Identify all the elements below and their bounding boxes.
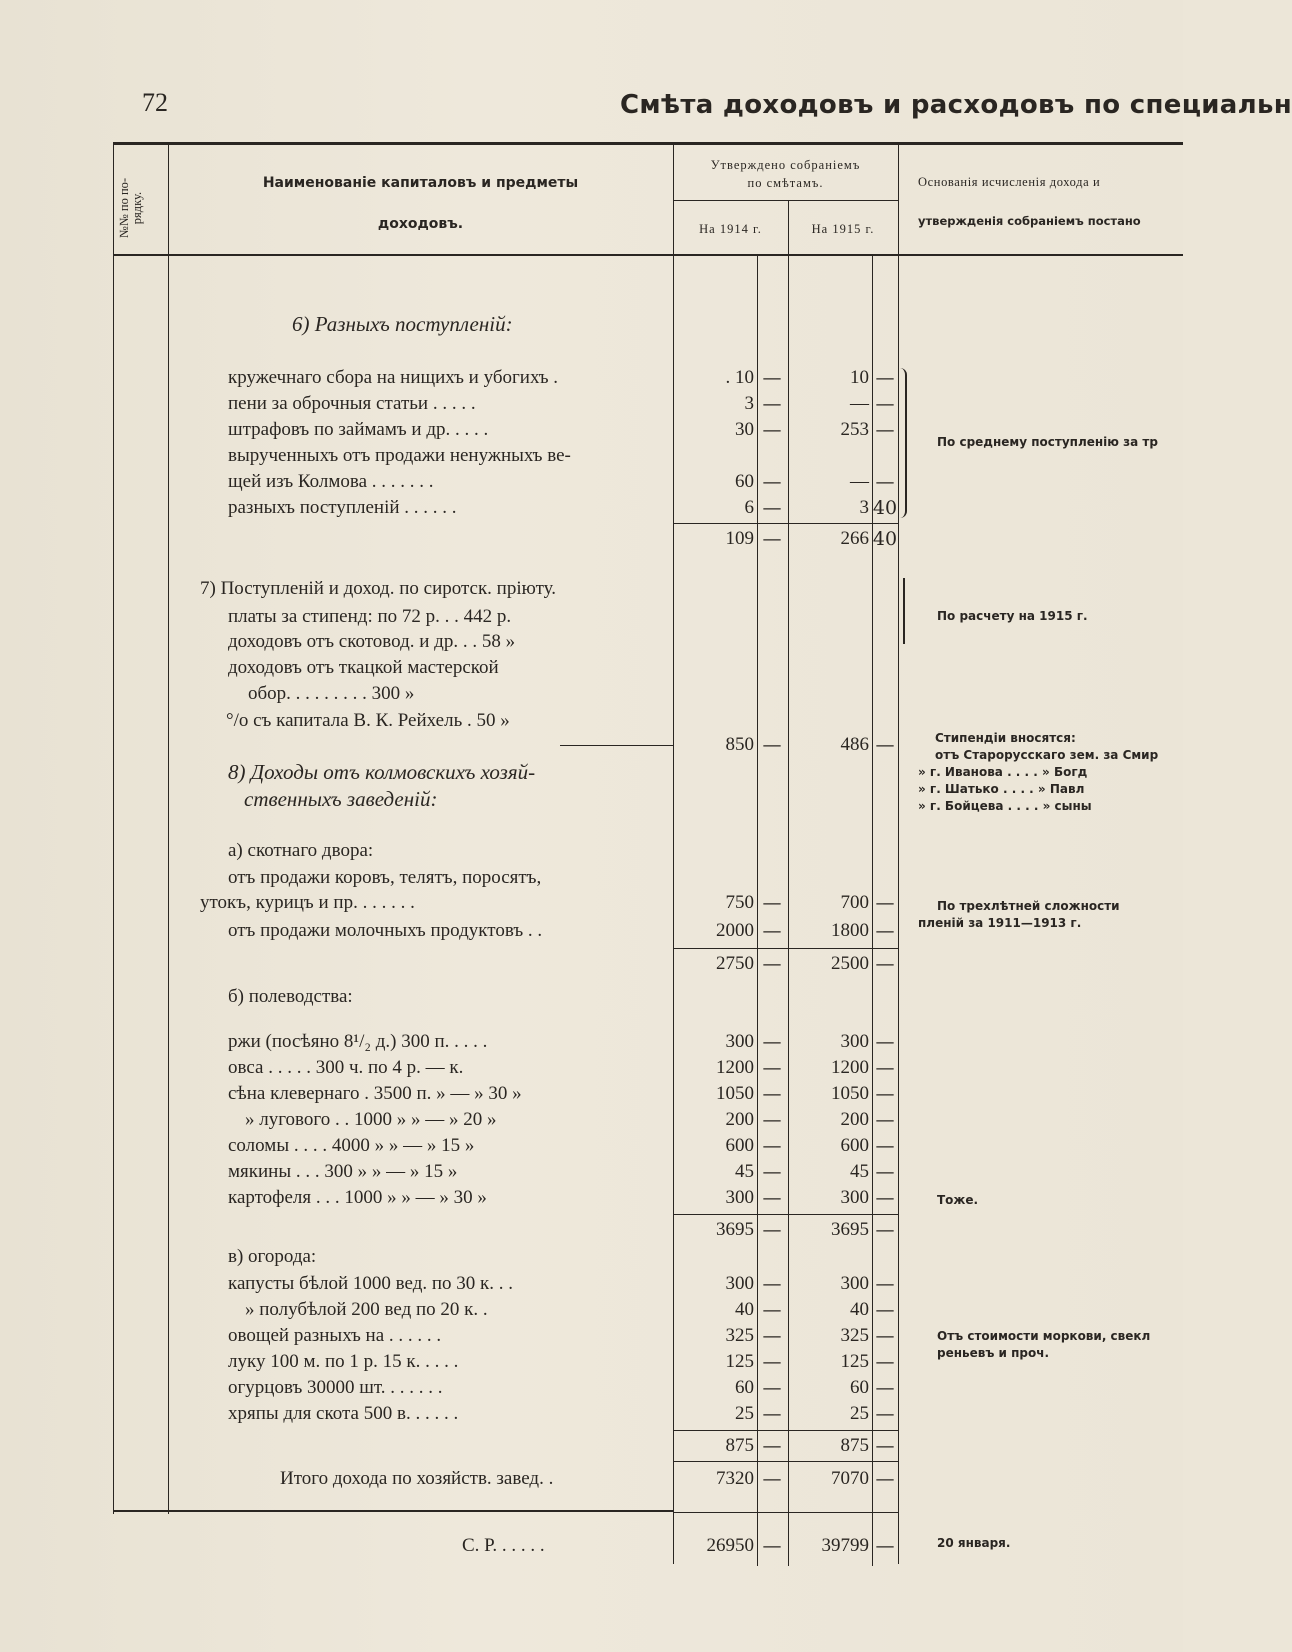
header-col-1915: На 1915 г. bbox=[811, 222, 875, 236]
value-1914: 7320 bbox=[716, 1468, 754, 1489]
total-kop-1915: — bbox=[875, 734, 895, 756]
row-text: отъ продажи молочныхъ продуктовъ . . bbox=[228, 920, 543, 941]
kop-1915: — bbox=[875, 1031, 895, 1053]
header-col-number: №№ по по- рядку. bbox=[117, 177, 144, 239]
header-col-name-line2: доходовъ. bbox=[377, 216, 464, 232]
value-1915: 60 bbox=[850, 1377, 869, 1398]
row-text: штрафовъ по займамъ и др. . . . . bbox=[228, 419, 489, 440]
header-approved-line1: Утверждено собраніемъ bbox=[710, 158, 861, 172]
sum-rule bbox=[673, 1512, 898, 1513]
value-1915: 1050 bbox=[831, 1083, 869, 1104]
value-1915: 1200 bbox=[831, 1057, 869, 1078]
total-1914: 109 bbox=[725, 528, 754, 549]
section-7-line: доходовъ отъ ткацкой мастерской bbox=[228, 657, 499, 678]
kop-1914: — bbox=[762, 1299, 782, 1321]
kop-1914: — bbox=[762, 393, 782, 415]
value-1914: 60 bbox=[735, 1377, 754, 1398]
kop-1914: — bbox=[762, 1535, 782, 1557]
note-c-1: реньевъ и проч. bbox=[937, 1346, 1050, 1360]
kop-1914: — bbox=[762, 1031, 782, 1053]
value-1915: 39799 bbox=[821, 1535, 869, 1556]
header-bottom-rule bbox=[113, 254, 1183, 256]
value-1915: 7070 bbox=[831, 1468, 869, 1489]
total-1915: 266 bbox=[840, 528, 869, 549]
section-6-title: 6) Разныхъ поступленій: bbox=[292, 312, 513, 336]
row-text: мякины . . . 300 » » — » 15 » bbox=[228, 1161, 458, 1182]
value-1915: 125 bbox=[840, 1351, 869, 1372]
kop-1915: — bbox=[875, 1083, 895, 1105]
kop-1914: — bbox=[762, 1403, 782, 1425]
header-subrule bbox=[673, 200, 898, 201]
row-text: луку 100 м. по 1 р. 15 к. . . . . bbox=[228, 1351, 459, 1372]
kop-1914: — bbox=[762, 1135, 782, 1157]
value-1914: 300 bbox=[725, 1031, 754, 1052]
kop-1915: — bbox=[875, 1535, 895, 1557]
note-b: Тоже. bbox=[937, 1193, 979, 1207]
kop-1914: — bbox=[762, 497, 782, 519]
note-stipend-2: » г. Иванова . . . . » Богд bbox=[918, 765, 1088, 779]
value-1914: 3 bbox=[744, 393, 754, 414]
kop-1914: — bbox=[762, 1273, 782, 1295]
row-text: разныхъ поступленій . . . . . . bbox=[228, 497, 457, 518]
kop-1915: — bbox=[875, 1468, 895, 1490]
row-text: Итого дохода по хозяйств. завед. . bbox=[280, 1468, 554, 1489]
value-1915: 25 bbox=[850, 1403, 869, 1424]
sum-rule bbox=[673, 948, 898, 949]
total-1914: 2750 bbox=[716, 953, 754, 974]
value-1914: 600 bbox=[725, 1135, 754, 1156]
value-1915: 10 bbox=[850, 367, 869, 388]
subsection-a-title: а) скотнаго двора: bbox=[228, 840, 374, 861]
kop-1914: — bbox=[762, 1325, 782, 1347]
header-basis-line2: утвержденія собраніемъ постано bbox=[918, 214, 1141, 228]
value-1914: 2000 bbox=[716, 920, 754, 941]
value-1915: 300 bbox=[840, 1187, 869, 1208]
value-1914: 125 bbox=[725, 1351, 754, 1372]
bottom-rule bbox=[113, 1510, 673, 1512]
note-s7: По расчету на 1915 г. bbox=[937, 609, 1088, 623]
section-7-line: 7) Поступленій и доход. по сиротск. пріюту. bbox=[200, 578, 556, 599]
kop-1915: — bbox=[875, 471, 895, 493]
value-1915: — bbox=[850, 471, 869, 492]
row-text: пени за оброчныя статьи . . . . . bbox=[228, 393, 476, 414]
value-1914: 1050 bbox=[716, 1083, 754, 1104]
value-1915: 600 bbox=[840, 1135, 869, 1156]
kop-1915: — bbox=[875, 1187, 895, 1209]
total-1915: 875 bbox=[840, 1435, 869, 1456]
kop-1914: — bbox=[762, 471, 782, 493]
kop-1914: — bbox=[762, 367, 782, 389]
row-text: кружечнаго сбора на нищихъ и убогихъ . bbox=[228, 367, 559, 388]
value-1914: 750 bbox=[725, 892, 754, 913]
header-basis-line1: Основанія исчисленія дохода и bbox=[918, 175, 1101, 189]
row-text: утокъ, курицъ и пр. . . . . . . bbox=[200, 892, 415, 913]
kop-1914: — bbox=[762, 1057, 782, 1079]
section-7-line: обор. . . . . . . . . 300 » bbox=[248, 683, 415, 704]
note-stipend-1: отъ Старорусскаго зем. за Смир bbox=[935, 748, 1159, 762]
total-kop-1915: — bbox=[875, 953, 895, 975]
kop-1915: — bbox=[875, 1351, 895, 1373]
kop-1915: — bbox=[875, 892, 895, 914]
kop-1915: — bbox=[875, 920, 895, 942]
total-kop-1914: — bbox=[762, 953, 782, 975]
total-kop-1914: — bbox=[762, 1435, 782, 1457]
sum-rule bbox=[673, 1430, 898, 1431]
note-bar bbox=[903, 578, 905, 644]
kop-1914: — bbox=[762, 419, 782, 441]
value-1915: 300 bbox=[840, 1273, 869, 1294]
kop-1914: — bbox=[762, 920, 782, 942]
row-text: отъ продажи коровъ, телятъ, поросятъ, bbox=[228, 867, 542, 888]
row-text: » полубѣлой 200 вед по 20 к. . bbox=[245, 1299, 488, 1320]
sum-rule bbox=[560, 745, 673, 746]
kop-1914: — bbox=[762, 1187, 782, 1209]
row-text: С. Р. . . . . . bbox=[462, 1535, 545, 1556]
total-kop-1914: — bbox=[762, 734, 782, 756]
total-1914: 875 bbox=[725, 1435, 754, 1456]
note-stipend-0: Стипендіи вносятся: bbox=[935, 731, 1076, 745]
value-1914: 45 bbox=[735, 1161, 754, 1182]
kop-1914: — bbox=[762, 1161, 782, 1183]
note-stipend-4: » г. Бойцева . . . . » сыны bbox=[918, 799, 1092, 813]
kop-1915: — bbox=[875, 1377, 895, 1399]
brace bbox=[900, 368, 907, 518]
table-top-rule bbox=[113, 142, 1183, 145]
value-1914: 300 bbox=[725, 1273, 754, 1294]
row-text: капусты бѣлой 1000 вед. по 30 к. . . bbox=[228, 1273, 514, 1294]
section-7-line: платы за стипенд: по 72 р. . . 442 р. bbox=[228, 606, 512, 627]
value-1914: 26950 bbox=[706, 1535, 754, 1556]
kop-1914: — bbox=[762, 1351, 782, 1373]
value-1915: 3 bbox=[859, 497, 869, 518]
value-1914: 1200 bbox=[716, 1057, 754, 1078]
header-col-name-line1: Наименованіе капиталовъ и предметы bbox=[262, 175, 579, 191]
kop-1915: — bbox=[875, 1057, 895, 1079]
sum-rule bbox=[673, 523, 898, 524]
total-1915: 3695 bbox=[831, 1219, 869, 1240]
row-text: сѣна клевернаго . 3500 п. » — » 30 » bbox=[228, 1083, 522, 1104]
kop-1915: — bbox=[875, 393, 895, 415]
kop-1915: — bbox=[875, 1299, 895, 1321]
kop-1915: — bbox=[875, 1403, 895, 1425]
value-1914: 200 bbox=[725, 1109, 754, 1130]
total-1914: 850 bbox=[725, 734, 754, 755]
sum-rule bbox=[673, 1461, 898, 1462]
value-1915: 45 bbox=[850, 1161, 869, 1182]
value-1915: 300 bbox=[840, 1031, 869, 1052]
kop-1914: — bbox=[762, 892, 782, 914]
value-1914: 30 bbox=[735, 419, 754, 440]
value-1914: 300 bbox=[725, 1187, 754, 1208]
total-kop-1915: 40 bbox=[872, 528, 898, 550]
page-number: 72 bbox=[142, 88, 168, 117]
row-text: » лугового . . 1000 » » — » 20 » bbox=[245, 1109, 497, 1130]
subsection-c-title: в) огорода: bbox=[228, 1246, 317, 1267]
kop-1914: — bbox=[762, 1468, 782, 1490]
col-line bbox=[113, 144, 114, 1514]
value-1914: 325 bbox=[725, 1325, 754, 1346]
value-1915: 253 bbox=[840, 419, 869, 440]
note-stipend-3: » г. Шатько . . . . » Павл bbox=[918, 782, 1085, 796]
running-head: Смѣта доходовъ и расходовъ по специальн bbox=[620, 90, 1292, 120]
row-text: щей изъ Колмова . . . . . . . bbox=[228, 471, 434, 492]
kop-1915: — bbox=[875, 1273, 895, 1295]
total-kop-1915: — bbox=[875, 1219, 895, 1241]
row-text: вырученныхъ отъ продажи ненужныхъ ве- bbox=[228, 445, 571, 466]
value-1914: 6 bbox=[744, 497, 754, 518]
value-1914: 40 bbox=[735, 1299, 754, 1320]
kop-1915: 40 bbox=[872, 497, 898, 519]
section-8-title-1: 8) Доходы отъ колмовскихъ хозяй- bbox=[228, 760, 536, 784]
value-1915: 700 bbox=[840, 892, 869, 913]
col-line bbox=[168, 144, 169, 1514]
row-text: соломы . . . . 4000 » » — » 15 » bbox=[228, 1135, 475, 1156]
section-7-line: °/o съ капитала В. К. Рейхель . 50 » bbox=[226, 710, 510, 731]
value-1915: — bbox=[850, 393, 869, 414]
value-1914: . 10 bbox=[725, 367, 754, 388]
kop-1915: — bbox=[875, 1325, 895, 1347]
kop-1914: — bbox=[762, 1109, 782, 1131]
value-1915: 40 bbox=[850, 1299, 869, 1320]
kop-1915: — bbox=[875, 1161, 895, 1183]
kop-1914: — bbox=[762, 1377, 782, 1399]
sum-rule bbox=[673, 1214, 898, 1215]
note-c-0: Отъ стоимости моркови, свекл bbox=[937, 1329, 1151, 1343]
total-kop-1914: — bbox=[762, 1219, 782, 1241]
section-7-line: доходовъ отъ скотовод. и др. . . 58 » bbox=[228, 631, 516, 652]
total-1915: 2500 bbox=[831, 953, 869, 974]
value-1915: 1800 bbox=[831, 920, 869, 941]
row-text: огурцовъ 30000 шт. . . . . . . bbox=[228, 1377, 443, 1398]
total-1914: 3695 bbox=[716, 1219, 754, 1240]
row-text: овса . . . . . 300 ч. по 4 р. — к. bbox=[228, 1057, 464, 1078]
section-8-title-2: ственныхъ заведеній: bbox=[244, 787, 438, 811]
total-kop-1915: — bbox=[875, 1435, 895, 1457]
kop-1915: — bbox=[875, 367, 895, 389]
kop-1915: — bbox=[875, 419, 895, 441]
header-approved-line2: по смѣтамъ. bbox=[747, 176, 824, 190]
kop-1915: — bbox=[875, 1135, 895, 1157]
subsection-b-title: б) полеводства: bbox=[228, 986, 353, 1007]
total-kop-1914: — bbox=[762, 528, 782, 550]
note-s6: По среднему поступленію за тр bbox=[937, 435, 1158, 449]
value-1914: 60 bbox=[735, 471, 754, 492]
note-grand: 20 января. bbox=[937, 1536, 1011, 1550]
header-col-1914: На 1914 г. bbox=[699, 222, 762, 236]
row-text: овощей разныхъ на . . . . . . bbox=[228, 1325, 442, 1346]
kop-1914: — bbox=[762, 1083, 782, 1105]
value-1914: 25 bbox=[735, 1403, 754, 1424]
note-a-1: пленій за 1911—1913 г. bbox=[918, 916, 1082, 930]
total-1915: 486 bbox=[840, 734, 869, 755]
kop-1915: — bbox=[875, 1109, 895, 1131]
note-a-0: По трехлѣтней сложности bbox=[937, 899, 1120, 913]
row-text: ржи (посѣяно 8¹/₂ д.) 300 п. . . . . bbox=[228, 1031, 488, 1052]
value-1915: 325 bbox=[840, 1325, 869, 1346]
row-text: картофеля . . . 1000 » » — » 30 » bbox=[228, 1187, 487, 1208]
value-1915: 200 bbox=[840, 1109, 869, 1130]
row-text: хряпы для скота 500 в. . . . . . bbox=[228, 1403, 459, 1424]
